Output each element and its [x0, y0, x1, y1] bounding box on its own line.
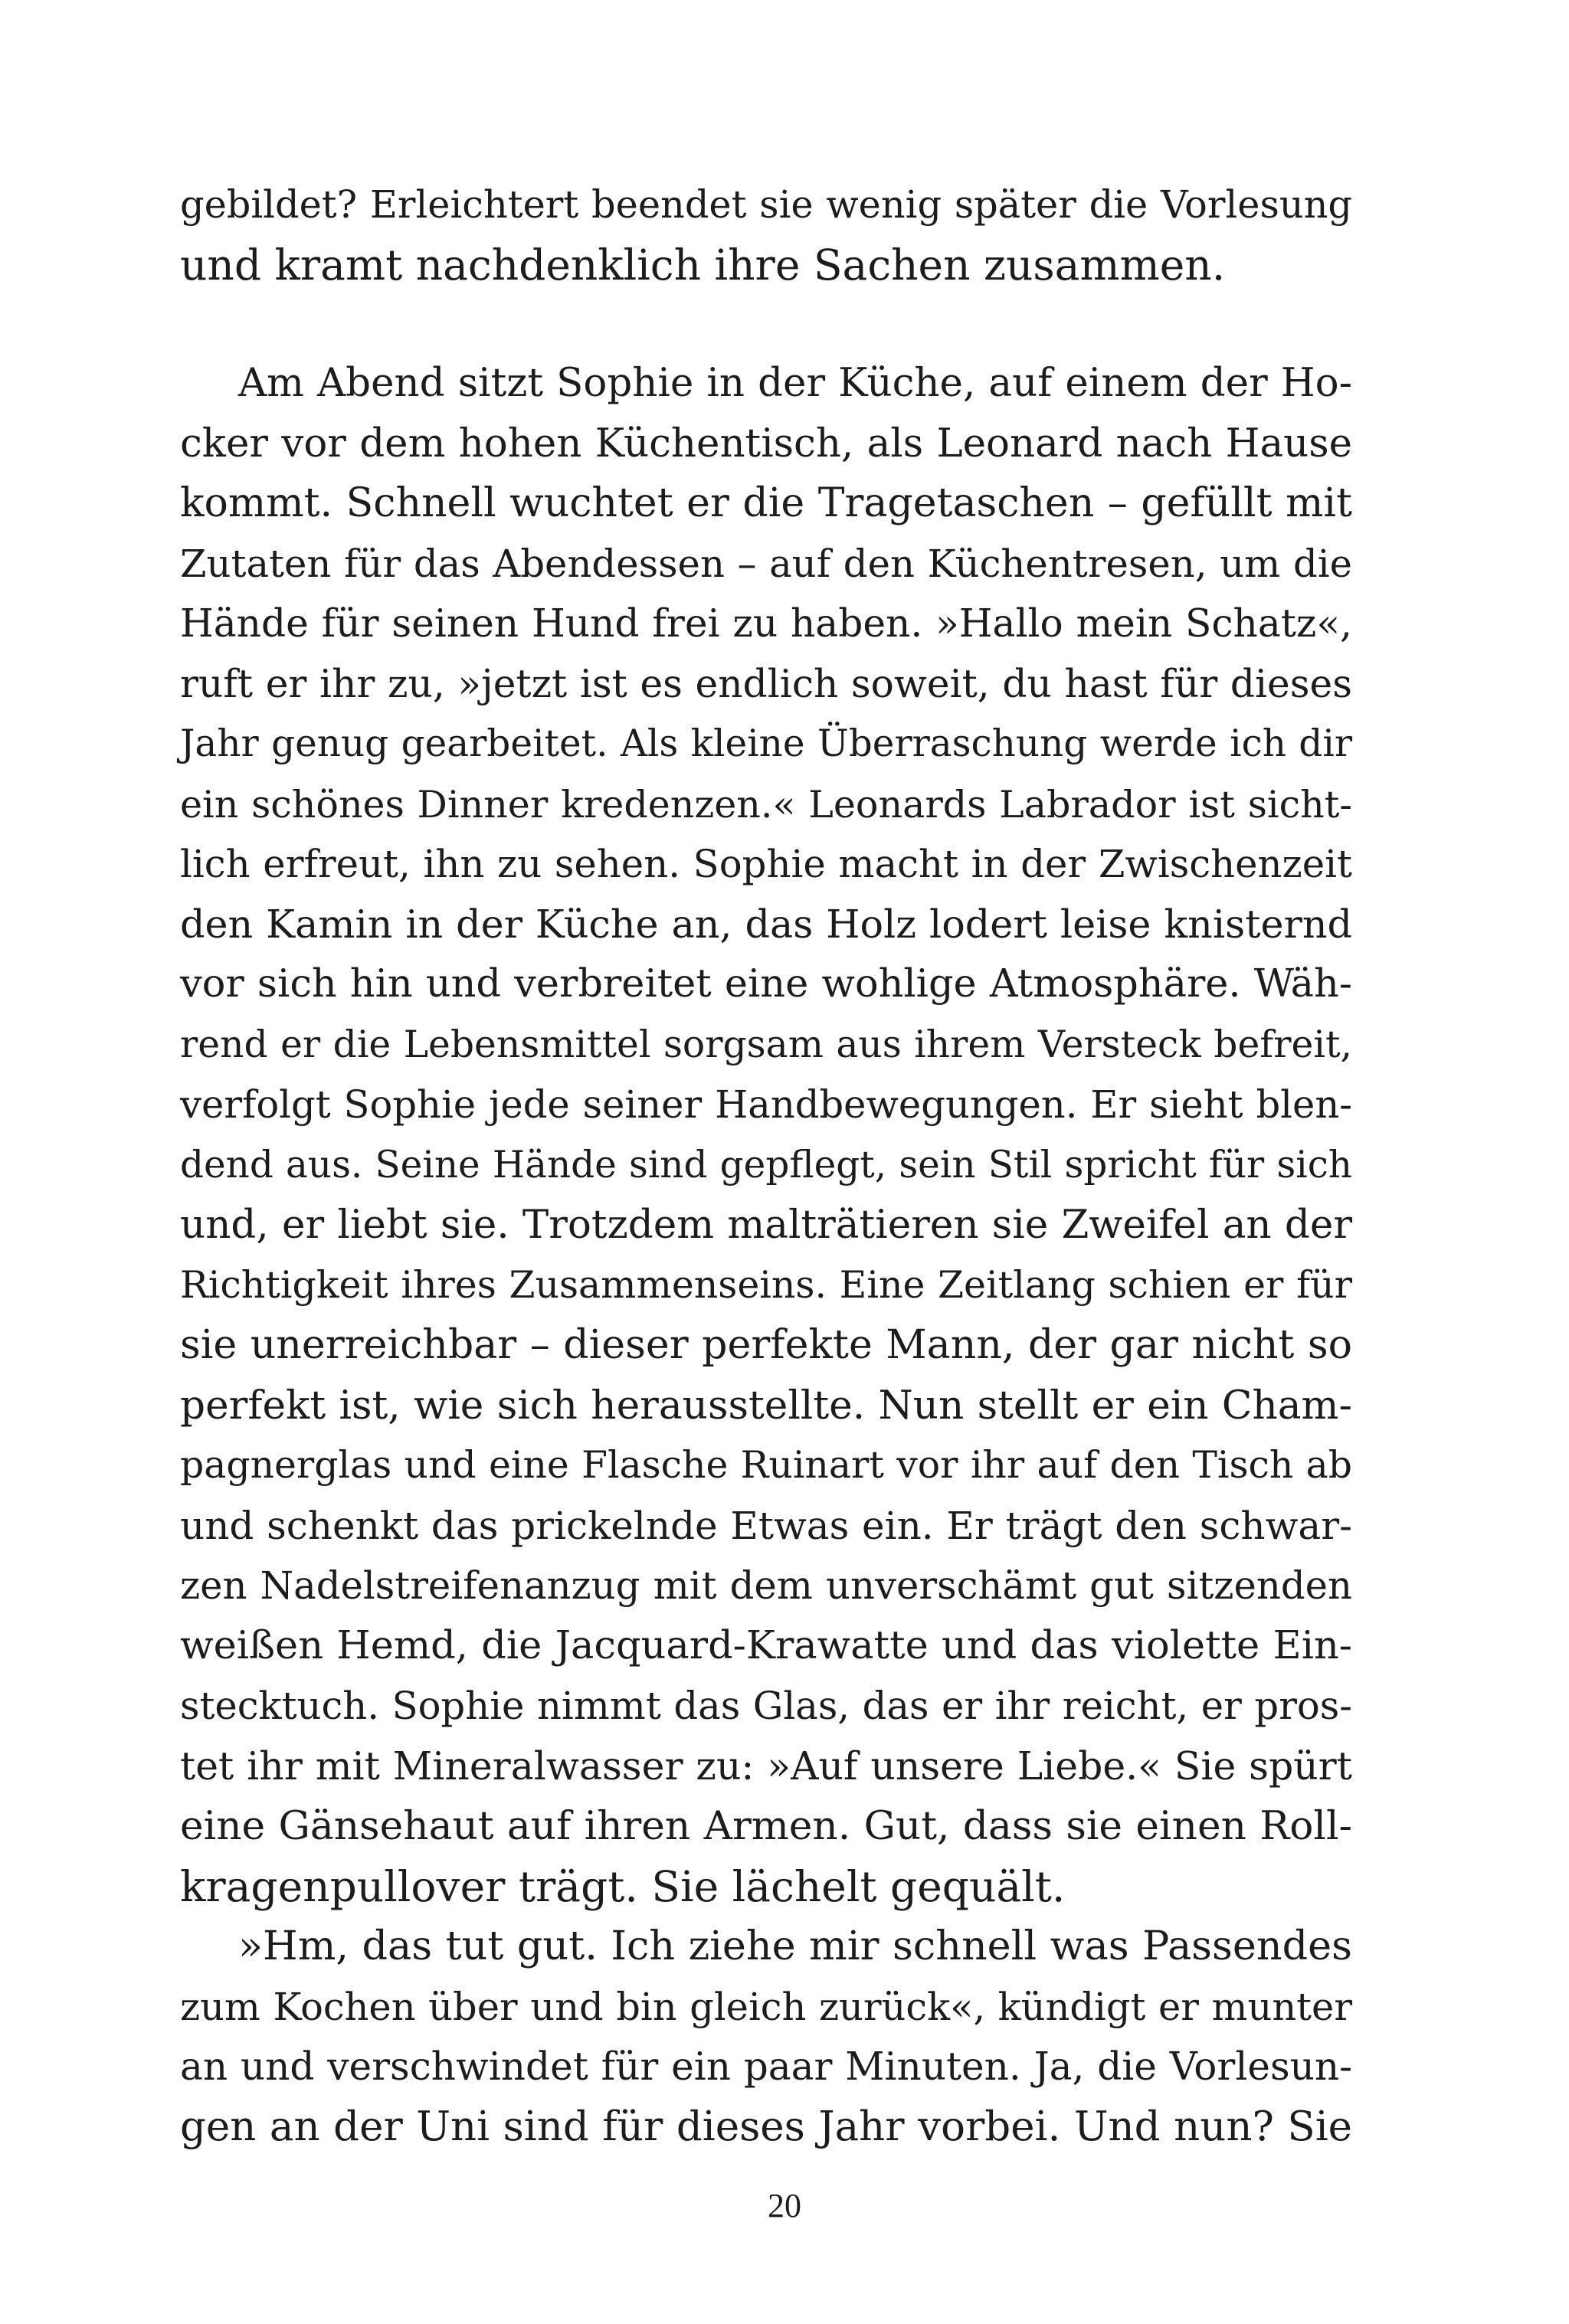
text-line: ein schönes Dinner kredenzen.« Leonards Labrador ist sicht- [180, 781, 1352, 826]
text-line: sie unerreichbar – dieser perfekte Mann, der gar nicht so [180, 1322, 1352, 1368]
text-line: den Kamin in der Küche an, das Holz lodert leise knisternd [180, 901, 1352, 947]
text-line: Jahr genug gearbeitet. Als kleine Überraschung werde ich dir [180, 722, 1352, 765]
text-line: eine Gänsehaut auf ihren Armen. Gut, dass sie einen Roll- [180, 1803, 1352, 1849]
text-line: pagnerglas und eine Flasche Ruinart vor ihr auf den Tisch ab [180, 1443, 1352, 1487]
text-line: gebildet? Erleichtert beendet sie wenig später die Vorlesung [180, 182, 1352, 227]
text-line: ruft er ihr zu, »jetzt ist es endlich soweit, du hast für dieses [180, 660, 1352, 706]
text-line: lich erfreut, ihn zu sehen. Sophie macht in der Zwischenzeit [180, 842, 1352, 886]
text-line: und, er liebt sie. Trotzdem malträtieren sie Zweifel an der [180, 1202, 1352, 1248]
text-line: Hände für seinen Hund frei zu haben. »Hallo mein Schatz«, [180, 601, 1352, 646]
text-line: und schenkt das prickelnde Etwas ein. Er trägt den schwar- [180, 1503, 1352, 1548]
body-text [180, 175, 1352, 2157]
text-line: und kramt nachdenklich ihre Sachen zusammen. [180, 240, 1226, 290]
text-line: rend er die Lebensmittel sorgsam aus ihrem Versteck befreit, [180, 1023, 1352, 1066]
text-line: Zutaten für das Abendessen – auf den Küchentresen, um die [180, 541, 1352, 586]
text-line: gen an der Uni sind für dieses Jahr vorbei. Und nun? Sie [180, 2103, 1352, 2150]
page-number: 20 [768, 2187, 801, 2224]
text-line: perfekt ist, wie sich herausstellte. Nun stellt er ein Cham- [180, 1382, 1352, 1429]
text-line: vor sich hin und verbreitet eine wohlige Atmosphäre. Wäh- [180, 961, 1352, 1007]
text-line: stecktuch. Sophie nimmt das Glas, das er ihr reicht, er pros- [180, 1684, 1352, 1728]
text-line: Am Abend sitzt Sophie in der Küche, auf einem der Ho- [238, 360, 1352, 406]
section-break [180, 295, 1352, 353]
text-line: verfolgt Sophie jede seiner Handbewegungen. Er sieht blen- [180, 1082, 1352, 1127]
text-line: zen Nadelstreifenanzug mit dem unverschämt gut sitzenden [180, 1563, 1352, 1608]
text-line: dend aus. Seine Hände sind gepflegt, sein Stil spricht für sich [180, 1143, 1352, 1187]
text-line: »Hm, das tut gut. Ich ziehe mir schnell was Passendes [238, 1923, 1352, 1969]
text-line: zum Kochen über und bin gleich zurück«, kündigt er munter [180, 1984, 1352, 2029]
text-line: cker vor dem hohen Küchentisch, als Leonard nach Hause [180, 420, 1352, 466]
text-line: tet ihr mit Mineralwasser zu: »Auf unsere Liebe.« Sie spürt [180, 1743, 1352, 1789]
text-line: an und verschwindet für ein paar Minuten. Ja, die Vorlesun- [180, 2044, 1352, 2089]
text-line: kommt. Schnell wuchtet er die Tragetaschen – gefüllt mit [180, 480, 1352, 526]
text-line: Richtigkeit ihres Zusammenseins. Eine Zeitlang schien er für [180, 1262, 1352, 1307]
text-line: kragenpullover trägt. Sie lächelt gequält. [180, 1861, 1066, 1911]
text-line: weißen Hemd, die Jacquard-Krawatte und das violette Ein- [180, 1622, 1352, 1668]
